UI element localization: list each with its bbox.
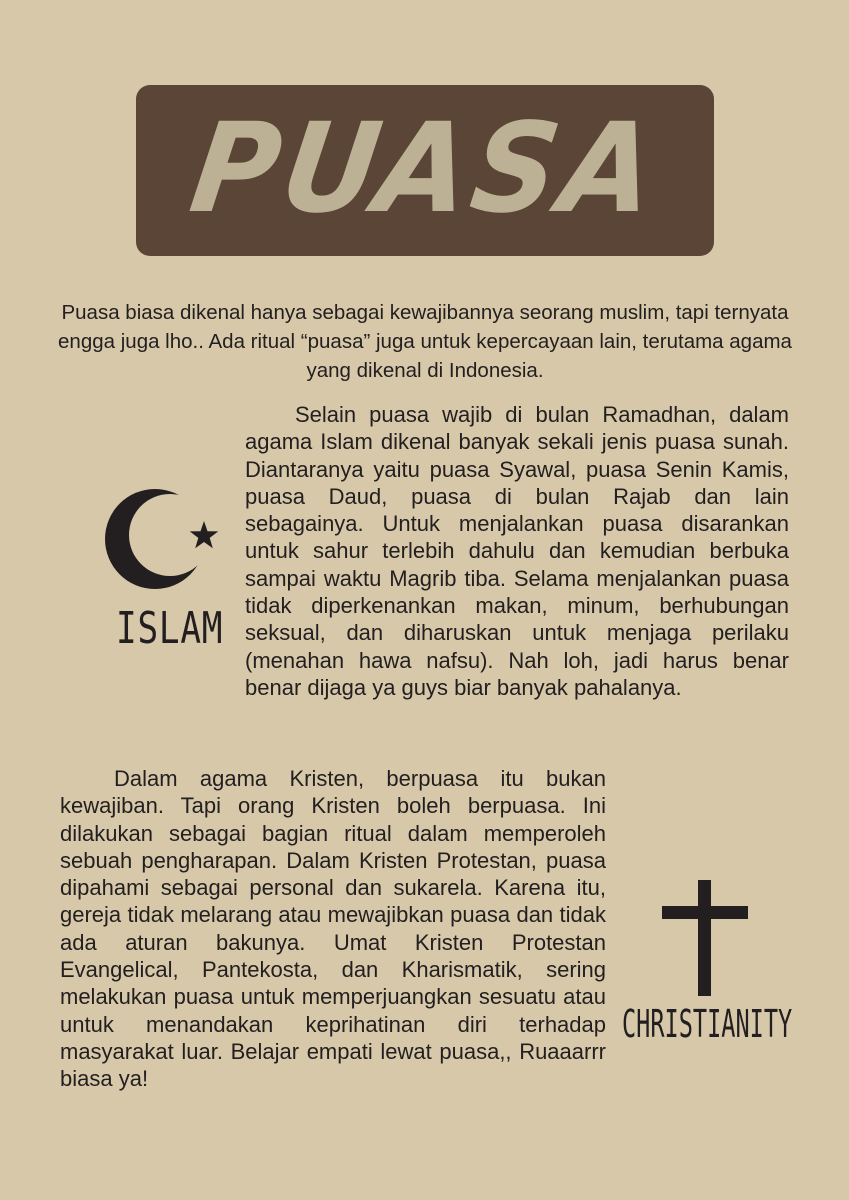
page-title: PUASA — [182, 95, 668, 240]
christianity-paragraph-text: Dalam agama Kristen, berpuasa itu bukan kewajiban. Tapi orang Kristen boleh berpuasa. Ini dilakukan sebagai bagian ritual dalam memperoleh sebuah pengharapan. Dalam Kristen Protestan, puasa dipahami sebagai personal dan sukarela. Karena itu, gereja tidak melarang atau mewajibkan puasa dan tidak ada aturan bakunya. Umat Kristen Protestan Evangelical, Pantekosta, dan Kharismatik, sering melakukan puasa untuk memperjuangkan sesuatu atau untuk menandakan keprihatinan diri terhadap masyarakat luar. Belajar empati lewat puasa,, Ruaaarrr biasa ya! — [60, 766, 606, 1092]
islam-paragraph-text: Selain puasa wajib di bulan Ramadhan, dalam agama Islam dikenal banyak sekali jenis puasa sunah. Diantaranya yaitu puasa Syawal, puasa Senin Kamis, puasa Daud, puasa di bulan Rajab dan lain sebagainya. Untuk menjalankan puasa disarankan untuk sahur terlebih dahulu dan kemudian berbuka sampai waktu Magrib tiba. Selama menjalankan puasa tidak diperkenankan makan, minum, berhubungan seksual, dan diharuskan untuk menjaga perilaku (menahan hawa nafsu). Nah loh, jadi harus benar benar dijaga ya guys biar banyak pahalanya. — [245, 402, 789, 700]
islam-label: ISLAM — [116, 603, 224, 654]
cross-icon — [662, 880, 748, 996]
crescent-star-icon — [104, 488, 224, 593]
intro-paragraph: Puasa biasa dikenal hanya sebagai kewajibannya seorang muslim, tapi ternyata engga juga lho.. Ada ritual “puasa” juga untuk kepercayaan lain, terutama agama yang dikenal di Indonesia. — [58, 301, 792, 382]
title-banner — [136, 85, 714, 256]
christianity-label: CHRISTIANITY — [622, 1002, 793, 1046]
christianity-paragraph — [60, 765, 606, 1093]
islam-paragraph — [245, 401, 789, 701]
